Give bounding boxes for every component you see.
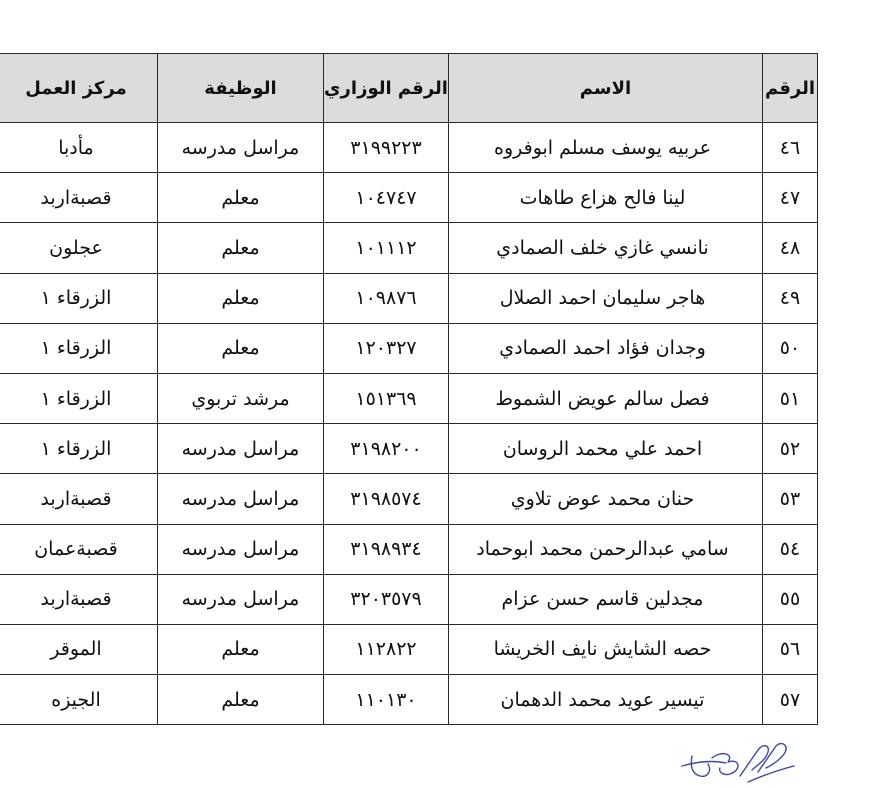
cell-workplace: عجلون [0, 223, 158, 273]
cell-name: حصه الشايش نايف الخريشا [449, 624, 763, 674]
table-row [0, 675, 818, 725]
cell-workplace: قصبةاربد [0, 173, 158, 223]
cell-ministry-id: ٣١٩٨٢٠٠ [324, 424, 449, 474]
cell-num: ٤٦ [763, 123, 818, 173]
cell-job: مراسل مدرسه [158, 424, 324, 474]
table-row [0, 323, 818, 373]
table-row [0, 173, 818, 223]
cell-num: ٥٧ [763, 675, 818, 725]
cell-job: معلم [158, 675, 324, 725]
cell-ministry-id: ١٢٠٣٢٧ [324, 323, 449, 373]
cell-ministry-id: ١٠١١١٢ [324, 223, 449, 273]
signature-scribble [678, 736, 808, 788]
cell-num: ٥٠ [763, 323, 818, 373]
cell-name: سامي عبدالرحمن محمد ابوحماد [449, 524, 763, 574]
header-job: الوظيفة [158, 54, 324, 123]
cell-num: ٥٣ [763, 474, 818, 524]
cell-num: ٥١ [763, 373, 818, 423]
cell-job: معلم [158, 223, 324, 273]
cell-workplace: الموقر [0, 624, 158, 674]
cell-num: ٥٥ [763, 574, 818, 624]
cell-job: معلم [158, 624, 324, 674]
table-row [0, 574, 818, 624]
table-row [0, 524, 818, 574]
cell-name: هاجر سليمان احمد الصلال [449, 273, 763, 323]
cell-num: ٥٢ [763, 424, 818, 474]
cell-workplace: الزرقاء ١ [0, 273, 158, 323]
cell-name: لينا فالح هزاع طاهات [449, 173, 763, 223]
table-row [0, 273, 818, 323]
cell-workplace: قصبةاربد [0, 574, 158, 624]
table-row [0, 424, 818, 474]
cell-workplace: الزرقاء ١ [0, 323, 158, 373]
table-row [0, 624, 818, 674]
header-num: الرقم [763, 54, 818, 123]
cell-ministry-id: ١٠٩٨٧٦ [324, 273, 449, 323]
table-header [0, 54, 818, 123]
cell-job: مراسل مدرسه [158, 524, 324, 574]
cell-workplace: الجيزه [0, 675, 158, 725]
cell-job: معلم [158, 273, 324, 323]
table-row [0, 123, 818, 173]
cell-ministry-id: ١٠٤٧٤٧ [324, 173, 449, 223]
cell-job: مراسل مدرسه [158, 474, 324, 524]
cell-ministry-id: ٣٢٠٣٥٧٩ [324, 574, 449, 624]
cell-num: ٤٧ [763, 173, 818, 223]
cell-num: ٥٦ [763, 624, 818, 674]
cell-workplace: قصبةعمان [0, 524, 158, 574]
cell-name: نانسي غازي خلف الصمادي [449, 223, 763, 273]
cell-name: مجدلين قاسم حسن عزام [449, 574, 763, 624]
cell-name: وجدان فؤاد احمد الصمادي [449, 323, 763, 373]
cell-workplace: قصبةاربد [0, 474, 158, 524]
table-body [0, 123, 818, 725]
header-workplace: مركز العمل [0, 54, 158, 123]
header-ministry-id: الرقم الوزاري [324, 54, 449, 123]
cell-ministry-id: ١٥١٣٦٩ [324, 373, 449, 423]
cell-workplace: مأدبا [0, 123, 158, 173]
cell-workplace: الزرقاء ١ [0, 424, 158, 474]
cell-job: معلم [158, 173, 324, 223]
employee-table [0, 53, 818, 725]
cell-ministry-id: ٣١٩٩٢٢٣ [324, 123, 449, 173]
cell-name: تيسير عويد محمد الدهمان [449, 675, 763, 725]
header-row [0, 54, 818, 123]
cell-name: احمد علي محمد الروسان [449, 424, 763, 474]
cell-ministry-id: ١١٠١٣٠ [324, 675, 449, 725]
cell-job: مرشد تربوي [158, 373, 324, 423]
cell-name: عربيه يوسف مسلم ابوفروه [449, 123, 763, 173]
cell-job: مراسل مدرسه [158, 574, 324, 624]
cell-ministry-id: ٣١٩٨٩٣٤ [324, 524, 449, 574]
table-row [0, 474, 818, 524]
header-name: الاسم [449, 54, 763, 123]
cell-num: ٤٨ [763, 223, 818, 273]
cell-name: فصل سالم عويض الشموط [449, 373, 763, 423]
cell-workplace: الزرقاء ١ [0, 373, 158, 423]
table-row [0, 373, 818, 423]
cell-name: حنان محمد عوض تلاوي [449, 474, 763, 524]
cell-num: ٥٤ [763, 524, 818, 574]
cell-num: ٤٩ [763, 273, 818, 323]
cell-job: معلم [158, 323, 324, 373]
table-row [0, 223, 818, 273]
cell-ministry-id: ٣١٩٨٥٧٤ [324, 474, 449, 524]
cell-job: مراسل مدرسه [158, 123, 324, 173]
cell-ministry-id: ١١٢٨٢٢ [324, 624, 449, 674]
